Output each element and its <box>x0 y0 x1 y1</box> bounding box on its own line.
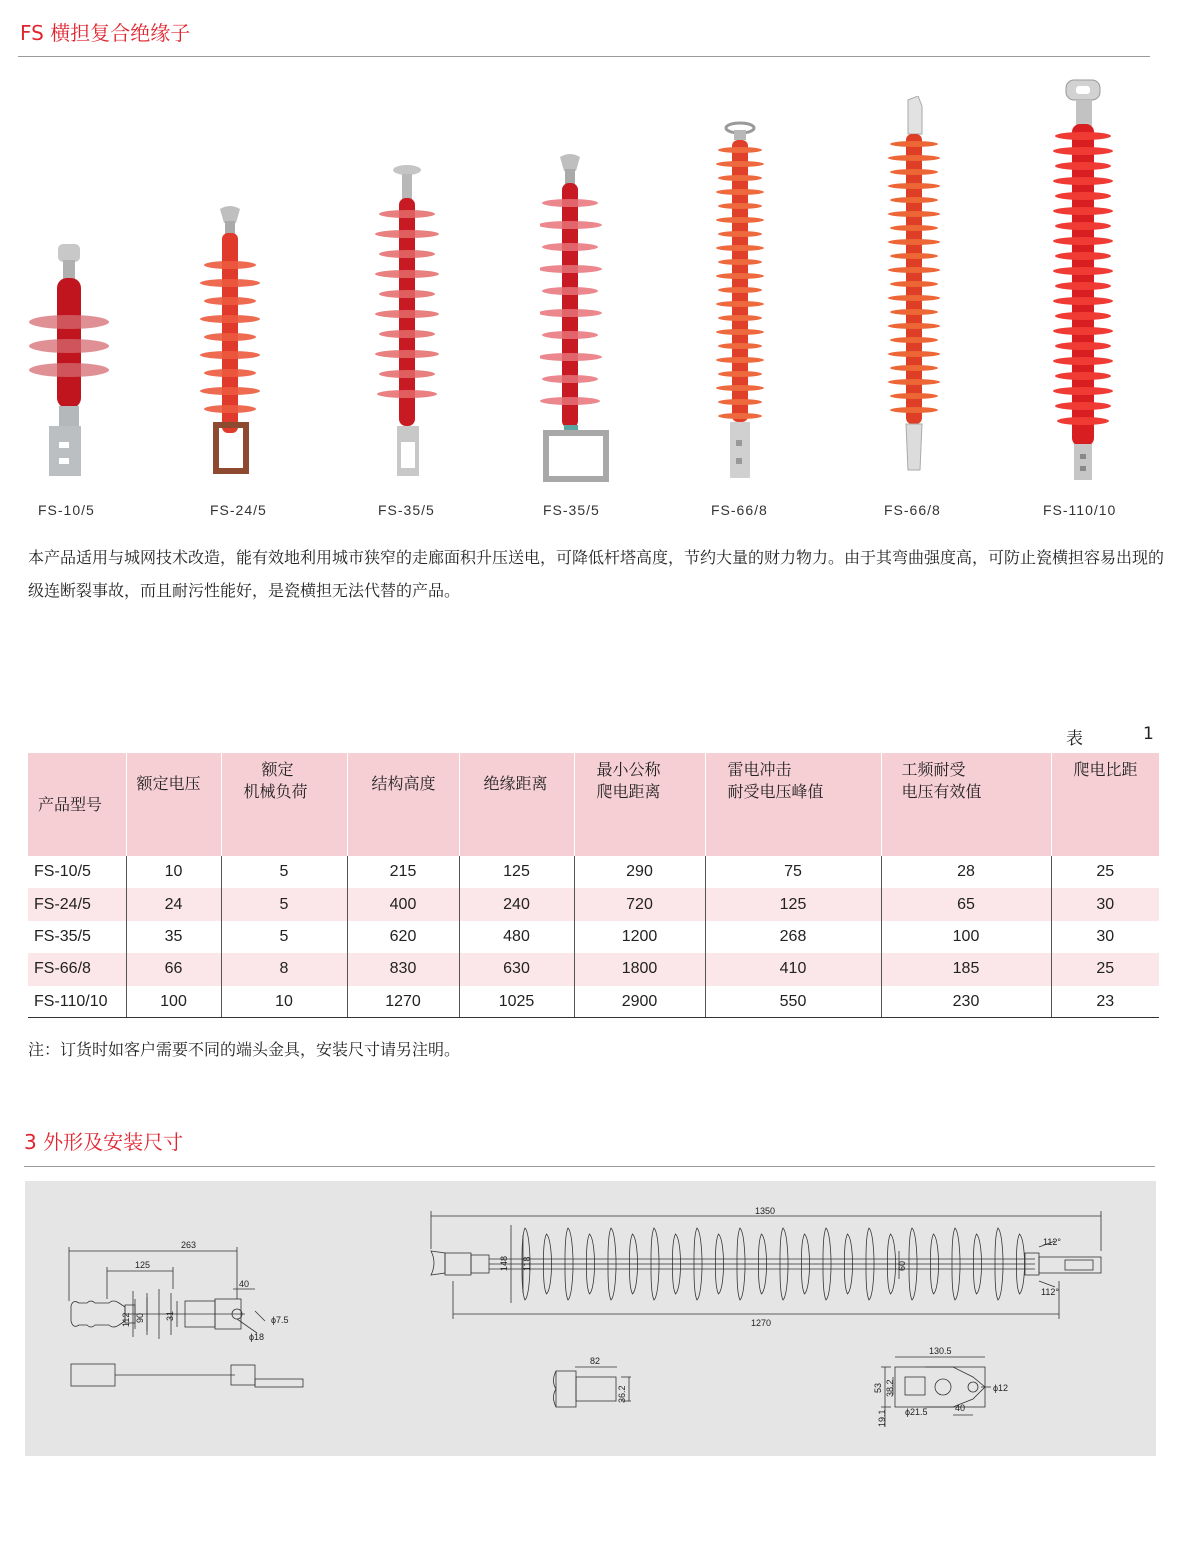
product-label: FS-66/8 <box>711 502 768 518</box>
cell-value: 75 <box>705 856 881 888</box>
dim-125: 125 <box>135 1260 151 1270</box>
cell-model: FS-110/10 <box>28 986 126 1018</box>
cell-value: 30 <box>1051 888 1159 920</box>
dim-112: 112 <box>121 1312 131 1327</box>
header-cell: 结构高度 <box>347 753 459 856</box>
cell-value: 410 <box>705 953 881 985</box>
cell-value: 240 <box>459 888 574 920</box>
header-cell: 雷电冲击 耐受电压峰值 <box>705 753 881 856</box>
header-cell: 工频耐受 电压有效值 <box>881 753 1051 856</box>
table-row <box>28 921 1159 953</box>
cell-value: 25 <box>1051 856 1159 888</box>
spec-table <box>28 753 1159 1018</box>
table-row <box>28 986 1159 1018</box>
cell-value: 1025 <box>459 986 574 1018</box>
dim-148: 148 <box>499 1255 509 1271</box>
dim-118: 118 <box>522 1256 532 1271</box>
cell-value: 290 <box>574 856 705 888</box>
dim-60: 60 <box>897 1260 907 1271</box>
cell-value: 66 <box>126 953 221 985</box>
cell-value: 185 <box>881 953 1051 985</box>
cell-value: 5 <box>221 888 347 920</box>
dim-263: 263 <box>181 1240 197 1250</box>
dim-1350: 1350 <box>755 1206 776 1216</box>
cell-value: 5 <box>221 921 347 953</box>
cell-value: 5 <box>221 856 347 888</box>
table-caption-word: 表 <box>1066 729 1083 749</box>
cell-value: 24 <box>126 888 221 920</box>
product-gallery <box>0 70 1189 530</box>
cell-value: 2900 <box>574 986 705 1018</box>
cell-value: 125 <box>705 888 881 920</box>
dimension-drawings <box>25 1181 1156 1456</box>
cell-value: 400 <box>347 888 459 920</box>
dim-38-2: 38.2 <box>885 1379 895 1397</box>
header-cell: 绝缘距离 <box>459 753 574 856</box>
title-divider <box>18 56 1150 57</box>
cell-value: 215 <box>347 856 459 888</box>
cell-value: 100 <box>126 986 221 1018</box>
dim-90: 90 <box>135 1312 145 1323</box>
table-row <box>28 856 1159 888</box>
table-row <box>28 888 1159 920</box>
cell-model: FS-66/8 <box>28 953 126 985</box>
dim-40-b: 40 <box>955 1403 966 1413</box>
cell-model: FS-24/5 <box>28 888 126 920</box>
cell-value: 125 <box>459 856 574 888</box>
cell-value: 1800 <box>574 953 705 985</box>
header-cell: 额定 机械负荷 <box>221 753 347 856</box>
technical-drawing <box>25 1181 1156 1456</box>
cell-value: 550 <box>705 986 881 1018</box>
cell-model: FS-35/5 <box>34 927 91 945</box>
dim-1270: 1270 <box>751 1318 772 1328</box>
dim-53: 53 <box>873 1382 883 1393</box>
product-label: FS-24/5 <box>210 502 267 518</box>
dim-angle-112-top: 112° <box>1043 1237 1061 1247</box>
table-header-row <box>28 753 1159 856</box>
product-label: FS-110/10 <box>1043 502 1117 518</box>
header-cell: 产品型号 <box>28 753 126 856</box>
cell-value: 630 <box>459 953 574 985</box>
cell-value: 1270 <box>347 986 459 1018</box>
cell-value: 10 <box>221 986 347 1018</box>
table-row <box>28 953 1159 985</box>
product-label: FS-35/5 <box>378 502 435 518</box>
dim-31: 31 <box>165 1310 175 1321</box>
dim-19-1: 19.1 <box>877 1409 887 1427</box>
header-cell: 爬电比距 <box>1051 753 1159 856</box>
dim-phi-12: ϕ12 <box>993 1383 1009 1393</box>
product-description: 本产品适用与城网技术改造，能有效地利用城市狭窄的走廊面积升压送电，可降低杆塔高度，节约大量的财力物力。由于其弯曲强度高，可防止瓷横担容易出现的级连断裂事故，而且耐污性能好，是瓷横担无法代替的产品。 <box>28 548 1165 600</box>
header-cell: 额定电压 <box>126 753 221 856</box>
cell-value: 100 <box>881 921 1051 953</box>
cell-value: 28 <box>881 856 1051 888</box>
product-label: FS-66/8 <box>884 502 941 518</box>
cell-value: 25 <box>1051 953 1159 985</box>
dim-angle-112-bottom: 112° <box>1041 1287 1059 1297</box>
section-title: 3 外形及安装尺寸 <box>24 1130 184 1154</box>
cell-value: 620 <box>347 921 459 953</box>
dim-phi-21-5: ϕ21.5 <box>905 1407 928 1417</box>
dim-36-2: 36.2 <box>617 1385 627 1403</box>
dim-phi-18: ϕ18 <box>249 1332 265 1342</box>
cell-value: 830 <box>347 953 459 985</box>
cell-value: 230 <box>881 986 1051 1018</box>
dim-130-5: 130.5 <box>929 1346 952 1356</box>
product-label: FS-35/5 <box>543 502 600 518</box>
dim-40: 40 <box>239 1279 250 1289</box>
cell-value: 8 <box>221 953 347 985</box>
cell-value: 30 <box>1051 921 1159 953</box>
section-divider <box>24 1166 1155 1167</box>
cell-value: 10 <box>126 856 221 888</box>
cell-value: 720 <box>574 888 705 920</box>
header-cell: 最小公称 爬电距离 <box>574 753 705 856</box>
dim-phi-7-5: ϕ7.5 <box>271 1315 289 1325</box>
cell-value: 35 <box>126 921 221 953</box>
page-title: FS 横担复合绝缘子 <box>20 21 191 45</box>
table-caption-number: 1 <box>1143 724 1154 744</box>
cell-value: 65 <box>881 888 1051 920</box>
cell-model: FS-10/5 <box>34 863 91 881</box>
order-note: 注：订货时如客户需要不同的端头金具，安装尺寸请另注明。 <box>28 1040 461 1059</box>
cell-value: 268 <box>705 921 881 953</box>
cell-value: 1200 <box>574 921 705 953</box>
cell-value: 23 <box>1051 986 1159 1018</box>
product-label: FS-10/5 <box>38 502 95 518</box>
cell-value: 480 <box>459 921 574 953</box>
dim-82: 82 <box>590 1356 601 1366</box>
